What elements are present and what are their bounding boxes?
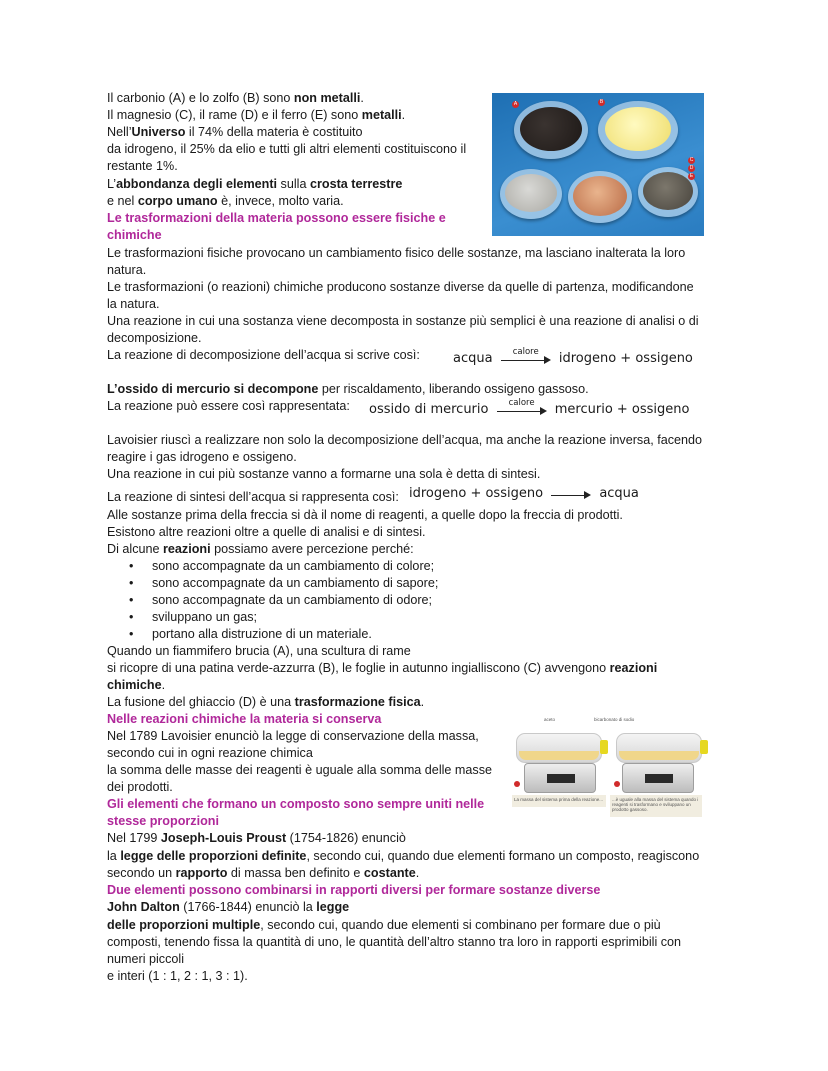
trasf-line-6: decomposizione. <box>107 331 202 345</box>
proust-line-1: Nel 1799 Joseph-Louis Proust (1754-1826) enunciò <box>107 831 406 845</box>
equation-sintesi-acqua: idrogeno + ossigeno acqua <box>409 486 639 501</box>
lavoisier-line-2: reagire i gas idrogeno e ossigeno. <box>107 450 297 464</box>
equation-ossido-mercurio: ossido di mercurio calore mercurio + ossigeno <box>369 397 690 417</box>
trasf-line-1: Le trasformazioni fisiche provocano un cambiamento fisico delle sostanze, ma lasciano inalterata la loro <box>107 246 686 260</box>
caption-left: La massa del sistema prima della reazione... <box>514 797 604 802</box>
massa-line-4: dei prodotti. <box>107 780 173 794</box>
dish-sulfur <box>598 101 678 159</box>
trasf-line-7: La reazione di decomposizione dell’acqua si scrive così: <box>107 348 420 362</box>
label-aceto: aceto <box>544 717 556 722</box>
bottle-left <box>516 733 602 763</box>
intro-line-1: Il carbonio (A) e lo zolfo (B) sono non metalli. <box>107 91 364 105</box>
bullet-marker: • <box>129 593 134 607</box>
reagenti-line-3: Di alcune reazioni possiamo avere percezione perché: <box>107 542 414 556</box>
reaction-arrow: calore <box>501 354 551 364</box>
esempi-line-2: si ricopre di una patina verde-azzurra (B), le foglie in autunno ingialliscono (C) avvengono reazioni <box>107 661 658 675</box>
figure-label-a <box>514 781 520 787</box>
heading-conservazione: Nelle reazioni chimiche la materia si conserva <box>107 712 382 726</box>
elements-photo <box>492 93 704 236</box>
dish-carbon <box>514 101 588 159</box>
heading-rapporti-diversi: Due elementi possono combinarsi in rapporti diversi per formare sostanze diverse <box>107 883 601 897</box>
dalton-line-3: composti, tenendo fissa la quantità di uno, le quantità dell’altro stanno tra loro in rapporti esprimibili con <box>107 935 682 949</box>
reaction-arrow: calore <box>497 405 547 415</box>
balance-figure <box>510 715 710 820</box>
bottle-cap-right <box>700 740 708 754</box>
reagenti-line-2: Esistono altre reazioni oltre a quelle di analisi e di sintesi. <box>107 525 426 539</box>
bullet-item-5: portano alla distruzione di un materiale. <box>152 627 372 641</box>
dish-magnesium <box>500 169 562 219</box>
dalton-line-2: delle proporzioni multiple, secondo cui, quando due elementi si combinano per formare due o più <box>107 918 661 932</box>
proust-line-2: la legge delle proporzioni definite, secondo cui, quando due elementi formano un composto, reagiscono <box>107 849 700 863</box>
massa-line-3: la somma delle masse dei reagenti è uguale alla somma delle masse <box>107 763 493 777</box>
dish-copper <box>568 171 632 223</box>
heading-proporzioni-2: stesse proporzioni <box>107 814 219 828</box>
bullet-item-4: sviluppano un gas; <box>152 610 258 624</box>
heading-trasformazioni-2: chimiche <box>107 228 162 242</box>
figure-label-b <box>614 781 620 787</box>
massa-line-2: secondo cui in ogni reazione chimica <box>107 746 313 760</box>
trasf-line-4: la natura. <box>107 297 160 311</box>
photo-label-c: C <box>689 157 694 163</box>
massa-line-1: Nel 1789 Lavoisier enunciò la legge di conservazione della massa, <box>107 729 479 743</box>
bullet-marker: • <box>129 576 134 590</box>
proust-line-3: secondo un rapporto di massa ben definito e costante. <box>107 866 420 880</box>
scale-left <box>524 763 596 793</box>
dalton-line-4: numeri piccoli <box>107 952 184 966</box>
bullet-item-1: sono accompagnate da un cambiamento di colore; <box>152 559 435 573</box>
intro-line-4: da idrogeno, il 25% da elio e tutti gli altri elementi costituiscono il <box>107 142 467 156</box>
esempi-line-3: chimiche. <box>107 678 166 692</box>
bullet-marker: • <box>129 610 134 624</box>
bullet-item-3: sono accompagnate da un cambiamento di odore; <box>152 593 433 607</box>
intro-line-6: L’abbondanza degli elementi sulla crosta terrestre <box>107 177 403 191</box>
esempi-line-1: Quando un fiammifero brucia (A), una scultura di rame <box>107 644 411 658</box>
heading-trasformazioni: Le trasformazioni della materia possono essere fisiche e <box>107 211 446 225</box>
photo-label-a: A <box>513 101 518 107</box>
dalton-line-5: e interi (1 : 1, 2 : 1, 3 : 1). <box>107 969 248 983</box>
reagenti-line-1: Alle sostanze prima della freccia si dà il nome di reagenti, a quelle dopo la freccia di prodotti. <box>107 508 623 522</box>
caption-right: ...è uguale alla massa del sistema quando i reagenti si trasformano e sviluppano un prodotto gassoso. <box>612 797 699 812</box>
equation-decomposizione-acqua: acqua calore idrogeno + ossigeno <box>453 346 693 366</box>
mercurio-line-1: L’ossido di mercurio si decompone per riscaldamento, liberando ossigeno gassoso. <box>107 382 589 396</box>
intro-line-3: Nell’Universo il 74% della materia è costituito <box>107 125 363 139</box>
mercurio-line-2: La reazione può essere così rappresentata: <box>107 399 350 413</box>
photo-label-d: D <box>689 165 694 171</box>
intro-line-2: Il magnesio (C), il rame (D) e il ferro (E) sono metalli. <box>107 108 406 122</box>
trasf-line-2: natura. <box>107 263 147 277</box>
trasf-line-5: Una reazione in cui una sostanza viene decomposta in sostanze più semplici è una reazione di analisi o di <box>107 314 699 328</box>
photo-label-e: E <box>689 173 694 179</box>
bottle-cap-left <box>600 740 608 754</box>
dalton-line-1: John Dalton (1766-1844) enunciò la legge <box>107 900 350 914</box>
bullet-marker: • <box>129 627 134 641</box>
bullet-marker: • <box>129 559 134 573</box>
lavoisier-line-4: La reazione di sintesi dell’acqua si rappresenta così: <box>107 490 399 504</box>
reaction-arrow <box>551 489 591 499</box>
bullet-item-2: sono accompagnate da un cambiamento di sapore; <box>152 576 439 590</box>
lavoisier-line-3: Una reazione in cui più sostanze vanno a formarne una sola è detta di sintesi. <box>107 467 541 481</box>
lavoisier-line-1: Lavoisier riuscì a realizzare non solo la decomposizione dell’acqua, ma anche la reazione inversa, facendo <box>107 433 703 447</box>
intro-line-7: e nel corpo umano è, invece, molto varia. <box>107 194 344 208</box>
bottle-right <box>616 733 702 763</box>
heading-proporzioni: Gli elementi che formano un composto sono sempre uniti nelle <box>107 797 485 811</box>
intro-line-5: restante 1%. <box>107 159 178 173</box>
photo-label-b: B <box>599 99 604 105</box>
label-bicarbonato: bicarbonato di sodio <box>594 717 635 722</box>
scale-right <box>622 763 694 793</box>
trasf-line-3: Le trasformazioni (o reazioni) chimiche producono sostanze diverse da quelle di partenza, modificandone <box>107 280 694 294</box>
esempi-line-4: La fusione del ghiaccio (D) è una trasformazione fisica. <box>107 695 425 709</box>
